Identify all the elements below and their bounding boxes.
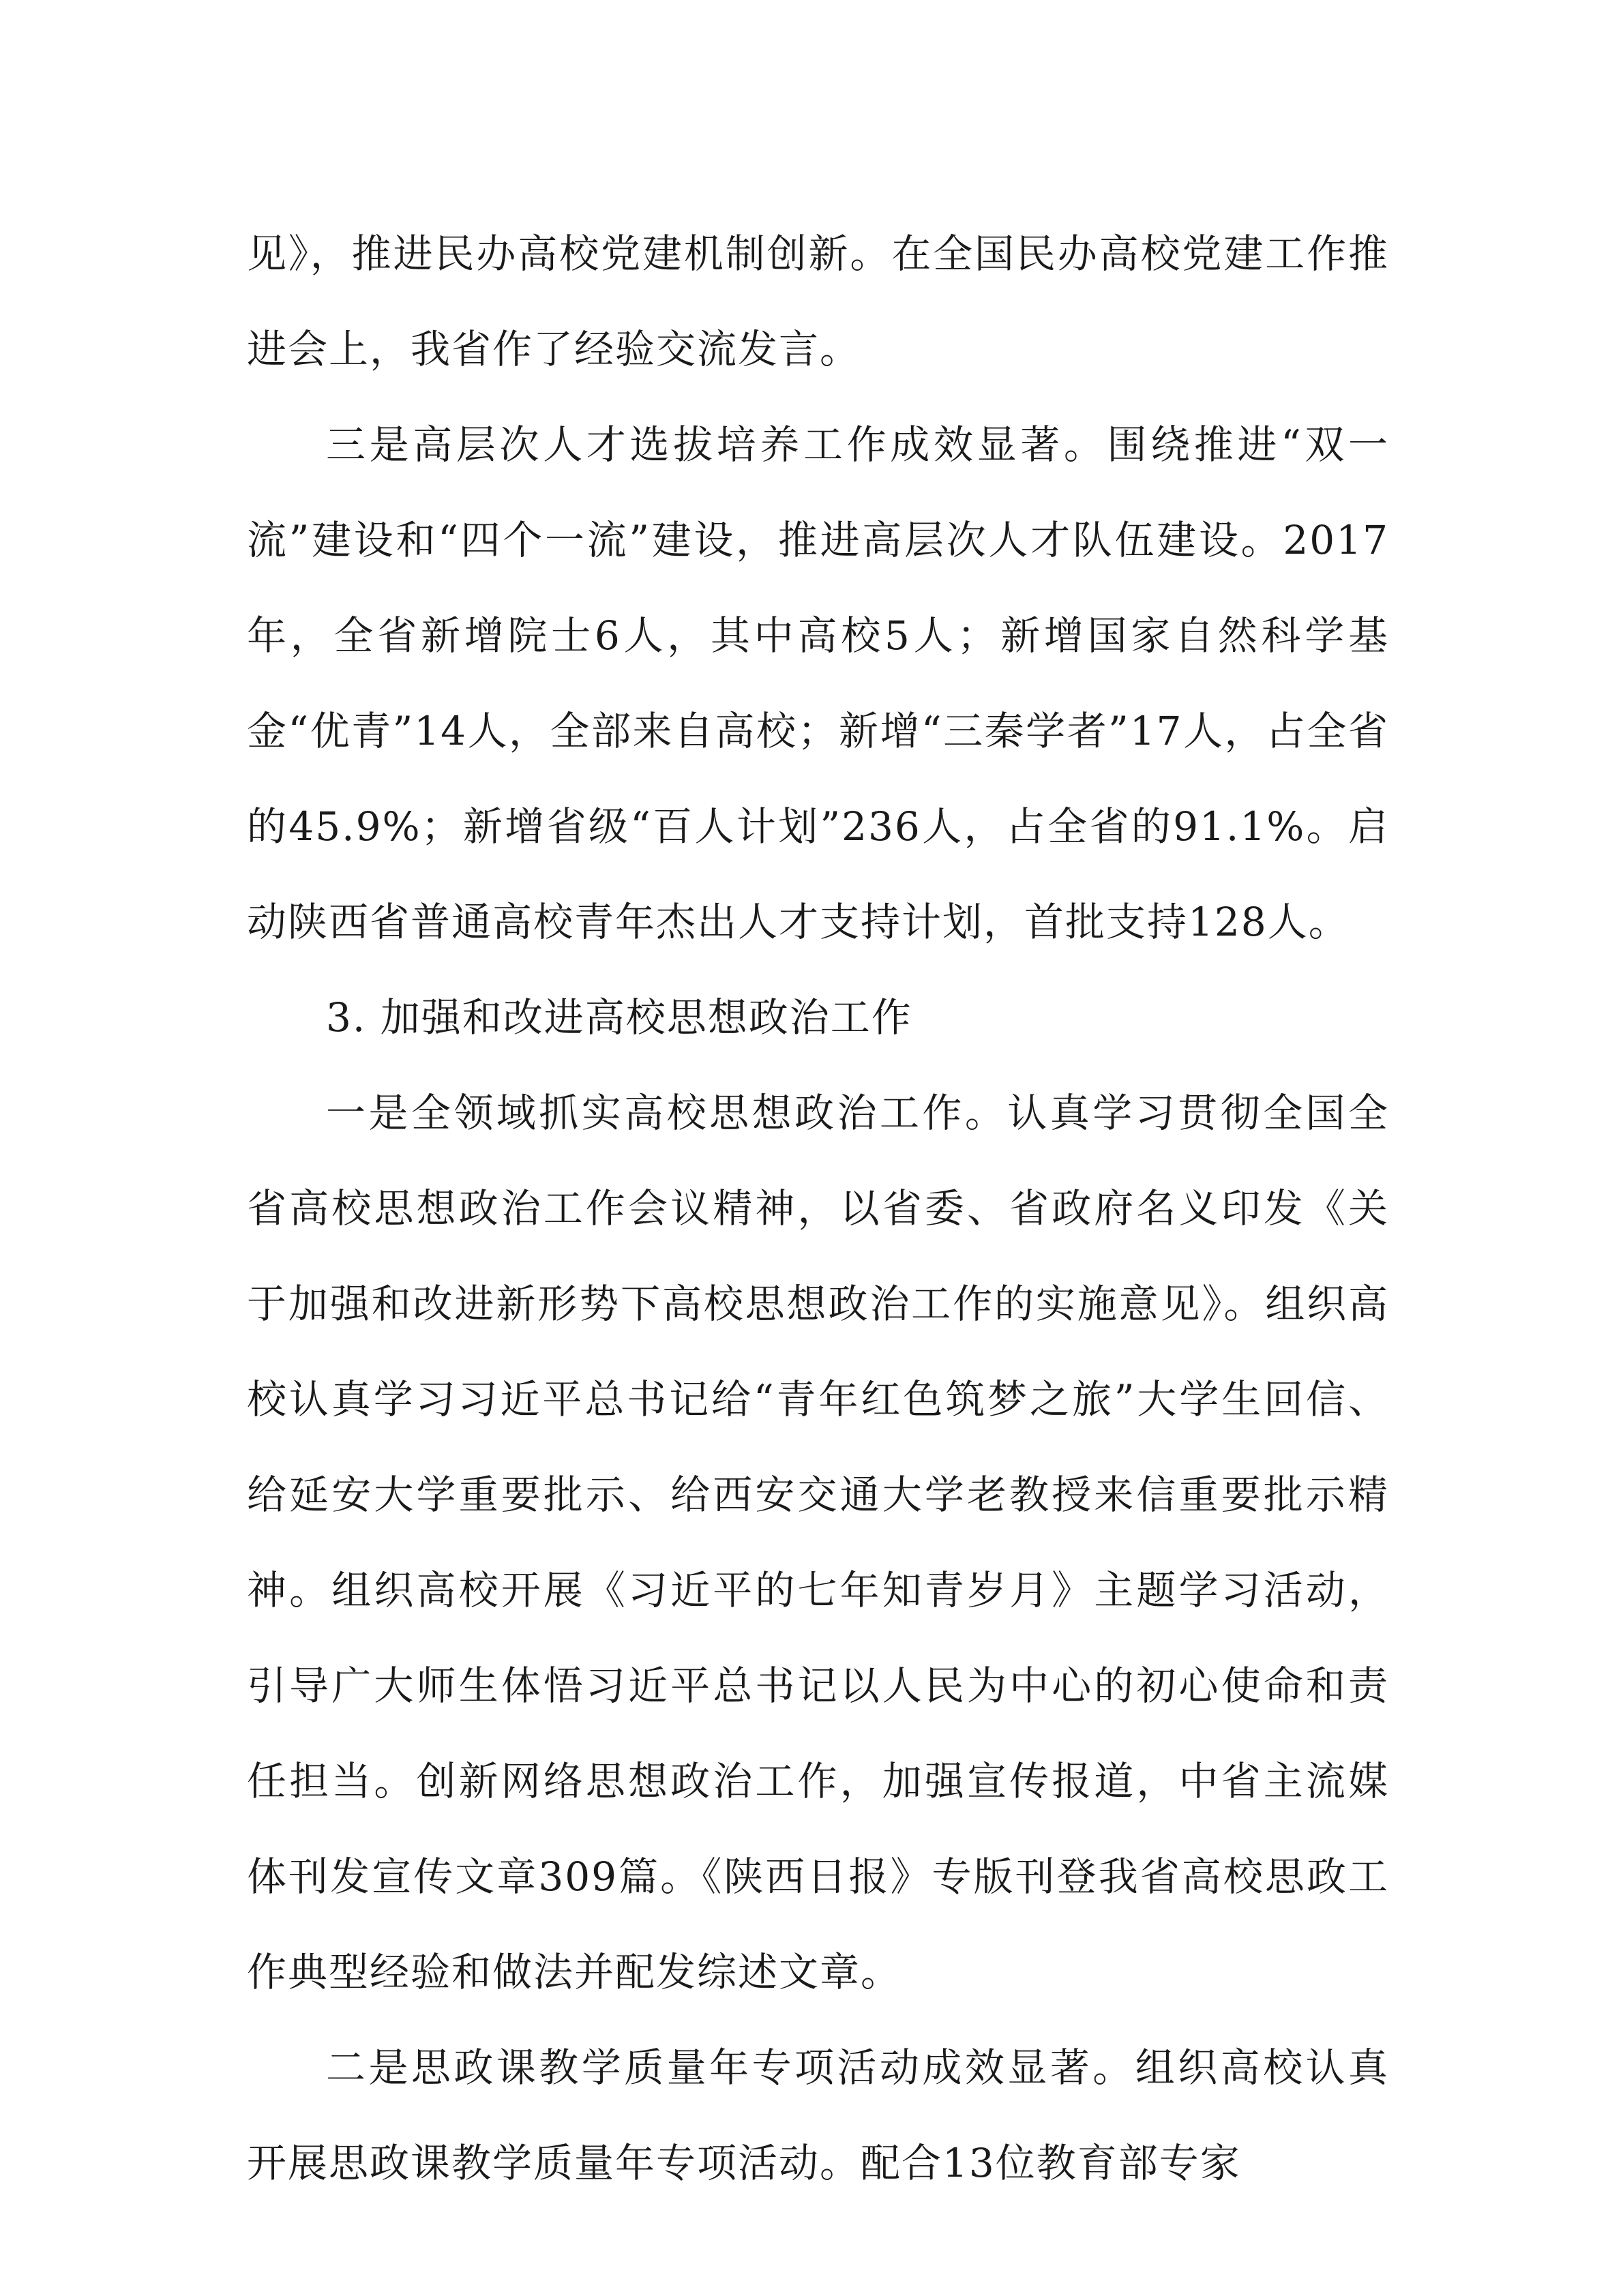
- section-heading: 3. 加强和改进高校思想政治工作: [326, 994, 912, 1041]
- paragraph-talent-selection: 三是高层次人才选拔培养工作成效显著。围绕推进“双一流”建设和“四个一流”建设，推进高层次人才队伍建设。2017年，全省新增院士6人，其中高校5人；新增国家自然科学基金“优青”14人，全部来自高校；新增“三秦学者”17人，占全省的45.9%；新增省级“百人计划”236人，占全省的91.1%。启动陕西省普通高校青年杰出人才支持计划，首批支持128人。: [247, 421, 1389, 945]
- paragraph-teaching-quality: 二是思政课教学质量年专项活动成效显著。组织高校认真开展思政课教学质量年专项活动。配合13位教育部专家: [247, 2044, 1389, 2186]
- paragraph-party-building-continuation: 见》，推进民办高校党建机制创新。在全国民办高校党建工作推进会上，我省作了经验交流发言。: [247, 230, 1389, 372]
- paragraph-ideological-work: 一是全领域抓实高校思想政治工作。认真学习贯彻全国全省高校思想政治工作会议精神，以省委、省政府名义印发《关于加强和改进新形势下高校思想政治工作的实施意见》。组织高校认真学习习近平总书记给“青年红色筑梦之旅”大学生回信、给延安大学重要批示、给西安交通大学老教授来信重要批示精神。组织高校开展《习近平的七年知青岁月》主题学习活动，引导广大师生体悟习近平总书记以人民为中心的初心使命和责任担当。创新网络思想政治工作，加强宣传报道，中省主流媒体刊发宣传文章309篇。《陕西日报》专版刊登我省高校思政工作典型经验和做法并配发综述文章。: [247, 1090, 1389, 1995]
- document-body: [247, 206, 1389, 2211]
